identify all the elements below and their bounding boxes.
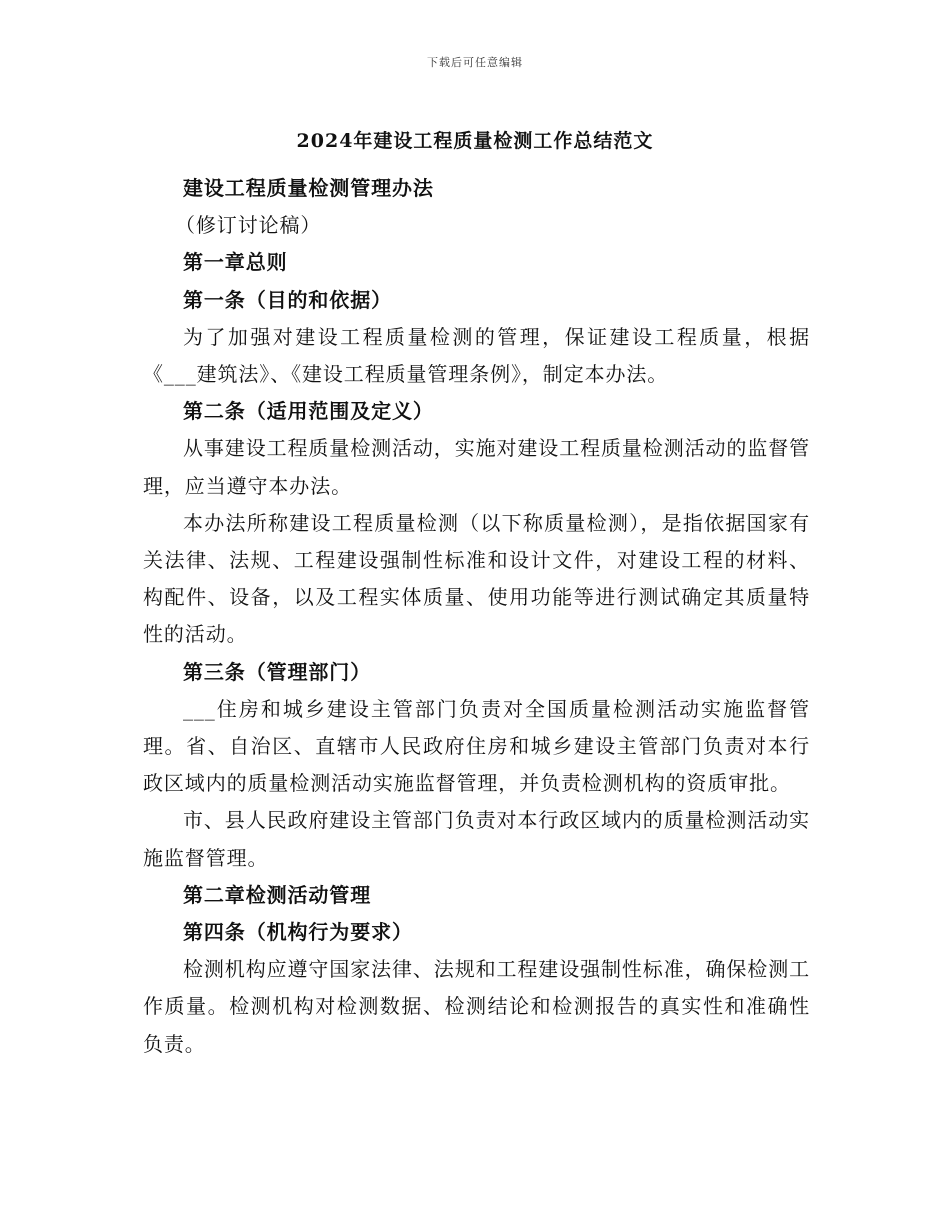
chapter-heading: 第一章总则 (183, 250, 288, 275)
article-paragraph: ___住房和城乡建设主管部门负责对全国质量检测活动实施监督管理。省、自治区、直辖市人民政府住房和城乡建设主管部门负责对本行政区域内的质量检测活动实施监督管理，并负责检测机构的资质审批。 (143, 696, 810, 796)
article-paragraph: 为了加强对建设工程质量检测的管理，保证建设工程质量，根据《___建筑法》、《建设工程质量管理条例》，制定本办法。 (143, 324, 810, 387)
document-subtitle: （修订讨论稿） (175, 213, 322, 238)
article-heading: 第三条（管理部门） (183, 659, 372, 684)
section-heading: 建设工程质量检测管理办法 (183, 176, 434, 200)
article-paragraph: 从事建设工程质量检测活动，实施对建设工程质量检测活动的监督管理，应当遵守本办法。 (143, 436, 810, 498)
article-heading: 第二条（适用范围及定义） (183, 399, 434, 424)
chapter-heading: 第二章检测活动管理 (183, 882, 372, 907)
article-paragraph: 检测机构应遵守国家法律、法规和工程建设强制性标准，确保检测工作质量。检测机构对检测数据、检测结论和检测报告的真实性和准确性负责。 (143, 957, 810, 1056)
header-note: 下载后可任意编辑 (427, 56, 523, 69)
document-body (143, 170, 810, 1063)
article-paragraph: 市、县人民政府建设主管部门负责对本行政区域内的质量检测活动实施监督管理。 (143, 808, 810, 870)
article-paragraph: 本办法所称建设工程质量检测（以下称质量检测），是指依据国家有关法律、法规、工程建设强制性标准和设计文件，对建设工程的材料、构配件、设备，以及工程实体质量、使用功能等进行测试确定其质量特性的活动。 (143, 510, 810, 647)
article-heading: 第一条（目的和依据） (183, 287, 392, 312)
article-heading: 第四条（机构行为要求） (183, 920, 413, 945)
document-title: 2024年建设工程质量检测工作总结范文 (296, 130, 654, 152)
